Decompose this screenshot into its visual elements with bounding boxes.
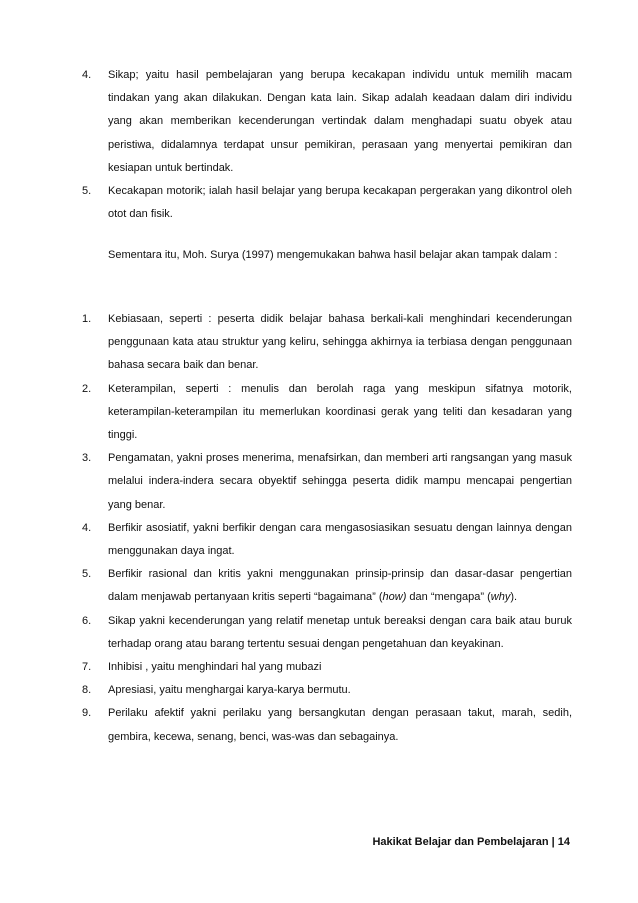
list-item-text: Kebiasaan, seperti : peserta didik belajar bahasa berkali-kali menghindari kecenderungan penggunaan kata atau struktur yang keliru, sehingga akhirnya ia terbiasa dengan penggunaan bahasa secara baik dan benar.	[108, 313, 572, 372]
list-item-text: Inhibisi , yaitu menghindari hal yang mubazi	[108, 661, 322, 674]
list-item-number: 5.	[82, 185, 92, 198]
list-item-text: Sikap yakni kecenderungan yang relatif menetap untuk bereaksi dengan cara baik atau buruk terhadap orang atau barang tertentu sesuai dengan pengetahuan dan keyakinan.	[108, 614, 572, 650]
list-item	[82, 64, 572, 180]
list-item-text: Apresiasi, yaitu menghargai karya-karya bermutu.	[108, 684, 351, 697]
list-item-number: 5.	[82, 568, 92, 581]
list-item	[82, 702, 572, 748]
list-item-text: Kecakapan motorik; ialah hasil belajar yang berupa kecakapan pergerakan yang dikontrol oleh otot dan fisik.	[108, 185, 572, 221]
list-item-text: Perilaku afektif yakni perilaku yang bersangkutan dengan perasaan takut, marah, sedih, gembira, kecewa, senang, benci, was-was dan sebagainya.	[108, 707, 572, 743]
list-item-number: 4.	[82, 69, 92, 81]
list-item	[82, 447, 572, 517]
list-item	[82, 610, 572, 656]
list-item-text: Pengamatan, yakni proses menerima, menafsirkan, dan memberi arti rangsangan yang masuk melalui indera-indera secara obyektif sehingga peserta didik mampu mencapai pengertian yang benar.	[108, 452, 572, 511]
list-item-number: 1.	[82, 313, 92, 325]
list-item-number: 9.	[82, 707, 92, 720]
list-item	[82, 517, 572, 563]
sikap-motorik-list	[82, 64, 572, 226]
list-item	[82, 180, 572, 226]
list-item	[82, 563, 572, 609]
body-paragraph: Sementara itu, Moh. Surya (1997) mengemukakan bahwa hasil belajar akan tampak dalam :	[108, 249, 558, 261]
list-item-text: Keterampilan, seperti : menulis dan berolah raga yang meskipun sifatnya motorik, keterampilan-keterampilan itu memerlukan koordinasi gerak yang teliti dan kesadaran yang tinggi.	[108, 382, 572, 442]
list-item-number: 8.	[82, 684, 92, 697]
list-item-number: 7.	[82, 661, 92, 674]
list-item-number: 3.	[82, 452, 92, 465]
list-item	[82, 378, 572, 448]
list-item	[82, 679, 572, 702]
list-item	[82, 656, 572, 679]
list-item-number: 6.	[82, 614, 92, 627]
list-item-number: 2.	[82, 382, 92, 395]
list-item-number: 4.	[82, 521, 92, 534]
list-item	[82, 308, 572, 378]
hasil-belajar-list	[82, 308, 572, 749]
page-footer: Hakikat Belajar dan Pembelajaran | 14	[372, 836, 570, 848]
list-item-text: Berfikir rasional dan kritis yakni menggunakan prinsip-prinsip dan dasar-dasar pengertian dalam menjawab pertanyaan kritis seperti “bagaimana” (how) dan “mengapa” (why).	[108, 568, 572, 604]
list-item-text: Berfikir asosiatif, yakni berfikir dengan cara mengasosiasikan sesuatu dengan lainnya dengan menggunakan daya ingat.	[108, 521, 572, 558]
list-item-text: Sikap; yaitu hasil pembelajaran yang berupa kecakapan individu untuk memilih macam tindakan yang akan dilakukan. Dengan kata lain. Sikap adalah keadaan dalam diri individu yang akan memberikan kecenderungan vertindak dalam menghadapi suatu obyek atau peristiwa, didalamnya terdapat unsur pemikiran, perasaan yang menyertai pemikiran dan kesiapan untuk bertindak.	[108, 69, 572, 174]
